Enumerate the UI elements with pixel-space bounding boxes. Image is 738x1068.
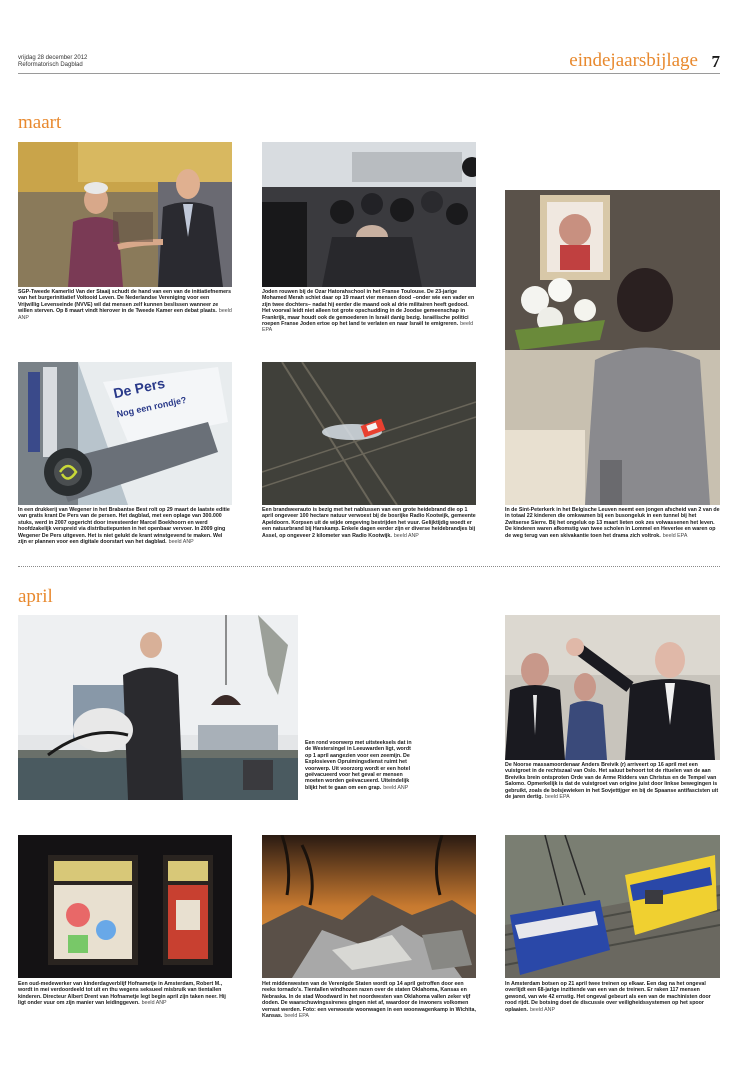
page-number: 7 bbox=[711, 52, 720, 71]
caption-train-collision bbox=[505, 981, 720, 1013]
caption-text: Het middenwesten van de Verenigde Staten wordt op 14 april getroffen door een reeks tornado's. Tientallen windhozen razen over de staten Oklahoma, Kansas en Nebraska. In de stad Woodward in het noordwesten van Oklahoma vallen zeker vijf doden. De waarschuwingssirenes gingen niet af, waardoor de inwoners volkomen verrast werden. Foto: een verwoeste woonwagen in een woonwagenkamp in Wichita, Kansas. bbox=[262, 981, 476, 1020]
photo-sea-mine-leeuwarden bbox=[18, 615, 298, 800]
caption-daycare bbox=[18, 981, 232, 1007]
issue-date: vrijdag 28 december 2012 bbox=[18, 55, 88, 61]
month-heading-april: april bbox=[18, 586, 53, 607]
photo-toulouse-mourning bbox=[262, 142, 476, 287]
caption-text: In Amsterdam botsen op 21 april twee treinen op elkaar. Een dag na het ongeval overlijdt een 68-jarige inzittende van een van de treinen. Er raken 117 mensen gewond, van wie 42 ernstig. Het ongeval gebeurt als een van de machinisten door rood rijdt. De botsing doet de discussie over veiligheidssystemen op het spoor oplaaien. bbox=[505, 981, 711, 1013]
caption-breivik bbox=[505, 762, 720, 800]
caption-sea-mine bbox=[305, 740, 415, 791]
publication-name: Reformatorisch Dagblad bbox=[18, 62, 83, 68]
section-title: eindejaarsbijlage bbox=[569, 50, 698, 71]
caption-text: Een rond voorwerp met uitsteeksels dat in de Westersingel in Leeuwarden ligt, wordt op 1 april aangezien voor een zeemijn. De Explosieven Opruimingsdienst ruimt het voorwerp. Uit voorzorg wordt er een hotel geëvacueerd voor het geval er mensen moeten worden geëvacueerd. Uiteindelijk blijkt het te gaan om een grap. bbox=[305, 740, 412, 791]
photo-credit: beeld ANP bbox=[168, 539, 194, 546]
month-separator bbox=[18, 566, 720, 567]
caption-text: Joden rouwen bij de Ozar Hatorahschool in het Franse Toulouse. De 23-jarige Mohamed Merah schiet daar op 19 maart vier mensen dood –onder wie een vader en zijn twee dochters– nadat hij eerder die maand ook al drie militairen heeft gedood. Het voorval leidt niet alleen tot grote opschudding in de Joodse gemeenschap in Frankrijk, maar houdt ook de gemoederen in Israël danig bezig. Israëlische politici roepen Franse Joden ertoe op het land te verlaten en naar Israël te emigreren. bbox=[262, 289, 475, 328]
header-rule bbox=[18, 73, 720, 74]
caption-tornado bbox=[262, 981, 476, 1019]
caption-heath-fire bbox=[262, 507, 476, 539]
photo-breivik-salute bbox=[505, 615, 720, 760]
photo-daycare-window bbox=[18, 835, 232, 978]
photo-leuven-farewell bbox=[505, 190, 720, 505]
caption-text: SGP-Tweede Kamerlid Van der Staaij schudt de hand van een van de initiatiefnemers van het burgerinitiatief Voltooid Leven. De Nederlandse Vereniging voor een Vrijwillig Levenseinde (NVVE) wil dat mensen zelf kunnen beslissen wanneer ze willen sterven. Op 8 maart vindt hierover in de Tweede Kamer een debat plaats. bbox=[18, 289, 232, 315]
newspaper-masthead: De Pers bbox=[111, 374, 167, 402]
caption-text: Een oud-medewerker van kinderdagverblijf Hofnametje in Amsterdam, Robert M., wordt in mei verdoordeeld tot uit en thu wegens seksueel misbruik van tientallen kinderen. Directeur Albert Drent van Hofnametje legt begin april zijn taken neer. Hij ligt onder vuur om zijn manier van leidinggeven. bbox=[18, 981, 226, 1007]
photo-credit: beeld EPA bbox=[544, 794, 570, 801]
caption-text: De Noorse massamoordenaar Anders Breivik (r) arriveert op 16 april met een vuistgroet in de rechtszaal van Oslo. Het saluut behoort tot de rituelen van de aan Breiviks brein ontsproten Orde van de Arme Ridders van Christus en de Tempel van Salomo. Opmerkelijk is dat de vuistgroet van origine juist door linkse bewegingen is gebruikt, zoals de bolsjewieken in het Sovjettijger en bij de Spaanse antifascisten uit de jaren dertig. bbox=[505, 762, 719, 801]
photo-credit: beeld ANP bbox=[141, 1000, 167, 1007]
photo-de-pers-press bbox=[18, 362, 232, 505]
photo-credit: beeld ANP bbox=[529, 1006, 555, 1013]
photo-credit: beeld EPA bbox=[262, 321, 474, 334]
photo-credit: beeld ANP bbox=[383, 784, 409, 791]
caption-text: In een drukkerij van Wegener in het Brabantse Best rolt op 29 maart de laatste editie van gratis krant De Pers van de persen. Het dagblad, met een oplage van 300.000 stuks, werd in 2007 opgericht door investeerder Marcel Boekhoorn en werd hoofdzakelijk verspreid via distributiepunten in het openbaar vervoer. In 2009 ging Wegener De Pers uitgeven. Het is niet gelukt de krant winstgevend te maken. Wel zijn er plannen voor een digitale doorstart van het dagblad. bbox=[18, 507, 230, 546]
caption-text: Een brandweerauto is bezig met het nablussen van een grote heidebrand die op 1 april ongeveer 100 hectare natuur verwoest bij de bosrijke Radio Kootwijk, gemeente Apeldoorn. Korpsen uit de wijde omgeving bestrijden het vuur. Gelijktijdig woedt er een natuurbrand bij Harskamp. Enkele dagen eerder zijn er diverse heidebrandjes bij Assel, op ongeveer 2 kilometer van Radio Kootwijk. bbox=[262, 507, 476, 539]
caption-text: In de Sint-Peterkerk in het Belgische Leuven neemt een jongen afscheid van 2 van de in totaal 22 kinderen die omkwamen bij een busongeluk in een tunnel bij het Zwitserse Sierre. Bij het ongeluk op 13 maart lieten ook zes volwassenen het leven. De kinderen waren afkomstig van twee scholen in Lommel en Heverlee en waren op de weg terug van een skivakantie toen het drama zich voltrok. bbox=[505, 507, 720, 539]
photo-sgp-handshake bbox=[18, 142, 232, 287]
photo-tornado-damage bbox=[262, 835, 476, 978]
caption-leuven bbox=[505, 507, 720, 539]
photo-credit: beeld EPA bbox=[284, 1013, 309, 1020]
photo-train-collision bbox=[505, 835, 720, 978]
photo-heath-fire bbox=[262, 362, 476, 505]
photo-credit: beeld EPA bbox=[662, 532, 688, 539]
caption-toulouse bbox=[262, 289, 476, 334]
caption-sgp bbox=[18, 289, 232, 321]
photo-credit: beeld ANP bbox=[393, 532, 419, 539]
newspaper-headline: Nog een rondje? bbox=[115, 394, 188, 420]
photo-credit: beeld ANP bbox=[18, 308, 232, 321]
caption-de-pers bbox=[18, 507, 232, 545]
month-heading-maart: maart bbox=[18, 112, 62, 133]
